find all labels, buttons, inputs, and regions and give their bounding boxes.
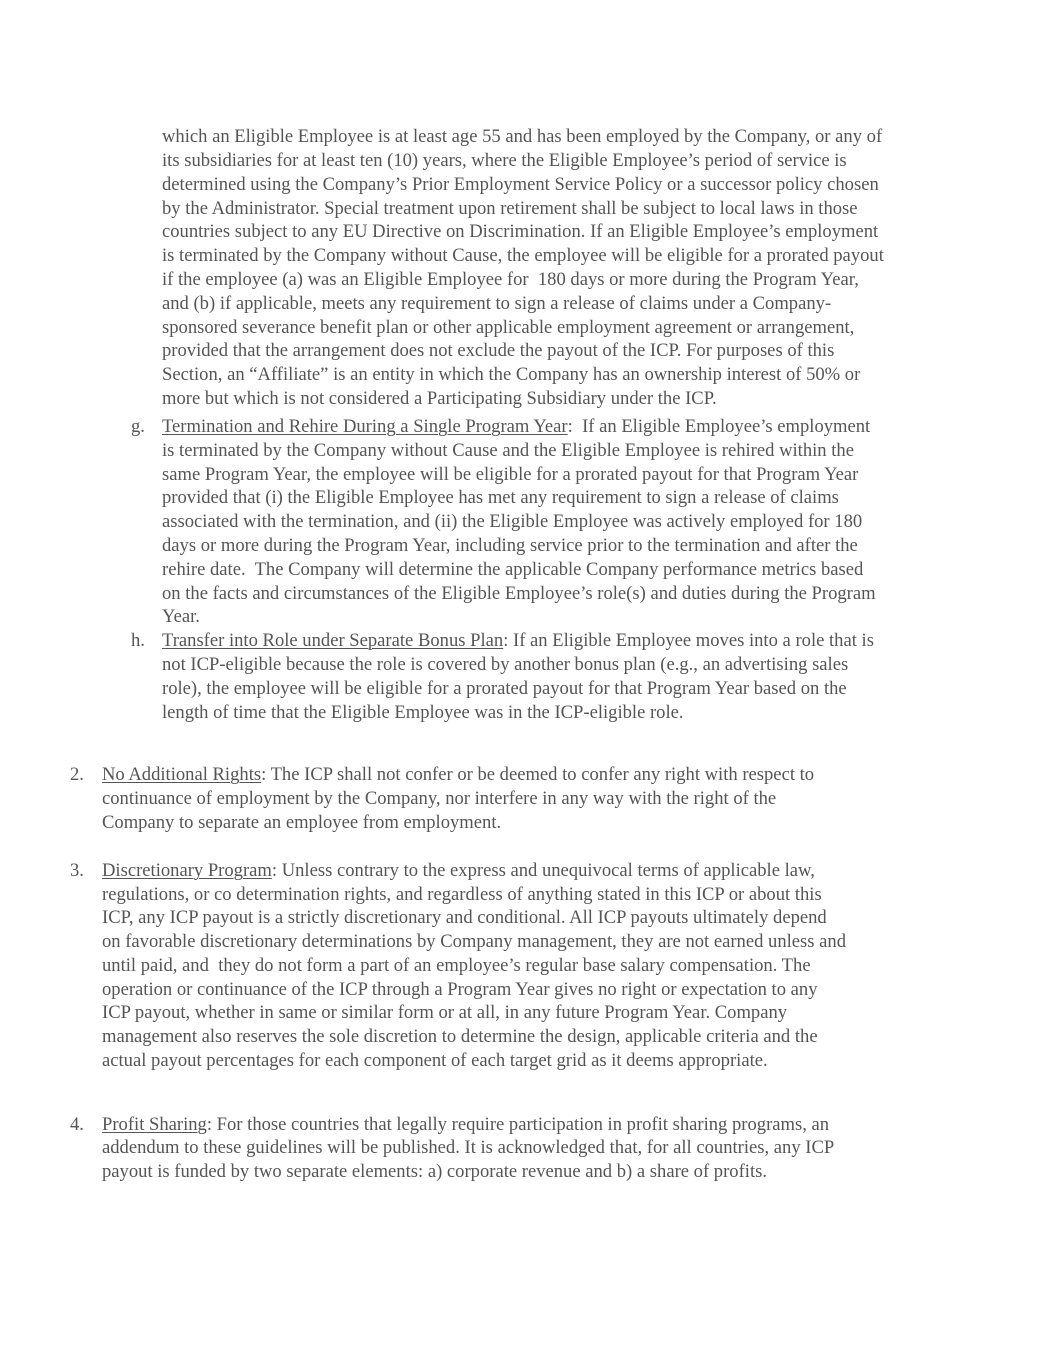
item-first-rest: : If an Eligible Employee moves into a role that is: [503, 630, 874, 651]
paragraph-line: more but which is not considered a Participating Subsidiary under the ICP.: [162, 388, 717, 409]
section-first-line: [102, 859, 815, 883]
paragraph-line: payout is funded by two separate elements: a) corporate revenue and b) a share of profits.: [102, 1161, 767, 1182]
paragraph-line: Year.: [162, 606, 200, 627]
paragraph-line: regulations, or co determination rights, and regardless of anything stated in this ICP or about this: [102, 884, 822, 905]
section-first-rest: : Unless contrary to the express and unequivocal terms of applicable law,: [271, 860, 815, 881]
paragraph-line: determined using the Company’s Prior Employment Service Policy or a successor policy chosen: [162, 174, 879, 195]
paragraph-line: actual payout percentages for each component of each target grid as it deems appropriate.: [102, 1050, 768, 1071]
section-first-line: [102, 763, 814, 787]
paragraph-line: and (b) if applicable, meets any requirement to sign a release of claims under a Company-: [162, 293, 832, 314]
paragraph-line: ICP, any ICP payout is a strictly discretionary and conditional. All ICP payouts ultimately depend: [102, 907, 827, 928]
paragraph-line: role), the employee will be eligible for a prorated payout for that Program Year based on the: [162, 678, 847, 699]
section-title: No Additional Rights: [102, 764, 262, 785]
section-number: 2.: [70, 764, 84, 785]
paragraph-line: until paid, and they do not form a part of an employee’s regular base salary compensation. The: [102, 955, 811, 976]
section-number: 4.: [70, 1114, 84, 1135]
section-title: Discretionary Program: [102, 860, 272, 881]
item-first-line: [162, 629, 874, 653]
paragraph-line: if the employee (a) was an Eligible Employee for 180 days or more during the Program Year,: [162, 269, 859, 290]
paragraph-line: rehire date. The Company will determine the applicable Company performance metrics based: [162, 559, 864, 580]
paragraph-line: Section, an “Affiliate” is an entity in which the Company has an ownership interest of 50% or: [162, 364, 861, 385]
item-title: Termination and Rehire During a Single Program Year: [162, 416, 568, 437]
item-first-line: [162, 415, 870, 439]
item-first-rest: : If an Eligible Employee’s employment: [567, 416, 871, 437]
paragraph-line: addendum to these guidelines will be published. It is acknowledged that, for all countries, any ICP: [102, 1137, 835, 1158]
paragraph-line: on favorable discretionary determinations by Company management, they are not earned unless and: [102, 931, 847, 952]
paragraph-line: countries subject to any EU Directive on Discrimination. If an Eligible Employee’s employment: [162, 221, 879, 242]
section-first-line: [102, 1113, 829, 1137]
paragraph-line: on the facts and circumstances of the Eligible Employee’s role(s) and duties during the Program: [162, 583, 876, 604]
paragraph-line: Company to separate an employee from employment.: [102, 812, 502, 833]
paragraph-line: by the Administrator. Special treatment upon retirement shall be subject to local laws in those: [162, 198, 858, 219]
paragraph-line: associated with the termination, and (ii) the Eligible Employee was actively employed for 180: [162, 511, 863, 532]
paragraph-line: its subsidiaries for at least ten (10) years, where the Eligible Employee’s period of service is: [162, 150, 847, 171]
paragraph-line: ICP payout, whether in same or similar form or at all, in any future Program Year. Company: [102, 1002, 788, 1023]
section-title: Profit Sharing: [102, 1114, 207, 1135]
paragraph-line: is terminated by the Company without Cause, the employee will be eligible for a prorated payout: [162, 245, 884, 266]
list-marker: g.: [131, 416, 145, 437]
paragraph-line: days or more during the Program Year, including service prior to the termination and after the: [162, 535, 858, 556]
paragraph-line: continuance of employment by the Company, nor interfere in any way with the right of the: [102, 788, 777, 809]
item-title: Transfer into Role under Separate Bonus Plan: [162, 630, 504, 651]
section-first-rest: : The ICP shall not confer or be deemed to confer any right with respect to: [261, 764, 815, 785]
paragraph-line: which an Eligible Employee is at least age 55 and has been employed by the Company, or any of: [162, 126, 883, 147]
paragraph-line: not ICP-eligible because the role is covered by another bonus plan (e.g., an advertising sales: [162, 654, 849, 675]
paragraph-line: same Program Year, the employee will be eligible for a prorated payout for that Program Year: [162, 464, 859, 485]
paragraph-line: operation or continuance of the ICP through a Program Year gives no right or expectation to any: [102, 979, 818, 1000]
paragraph-line: provided that the arrangement does not exclude the payout of the ICP. For purposes of this: [162, 340, 835, 361]
section-number: 3.: [70, 860, 84, 881]
list-marker: h.: [131, 630, 145, 651]
paragraph-line: management also reserves the sole discretion to determine the design, applicable criteria and the: [102, 1026, 818, 1047]
paragraph-line: length of time that the Eligible Employee was in the ICP-eligible role.: [162, 702, 684, 723]
paragraph-line: provided that (i) the Eligible Employee has met any requirement to sign a release of claims: [162, 487, 839, 508]
paragraph-line: is terminated by the Company without Cause and the Eligible Employee is rehired within the: [162, 440, 854, 461]
section-first-rest: : For those countries that legally require participation in profit sharing programs, an: [206, 1114, 830, 1135]
paragraph-line: sponsored severance benefit plan or other applicable employment agreement or arrangement,: [162, 317, 855, 338]
